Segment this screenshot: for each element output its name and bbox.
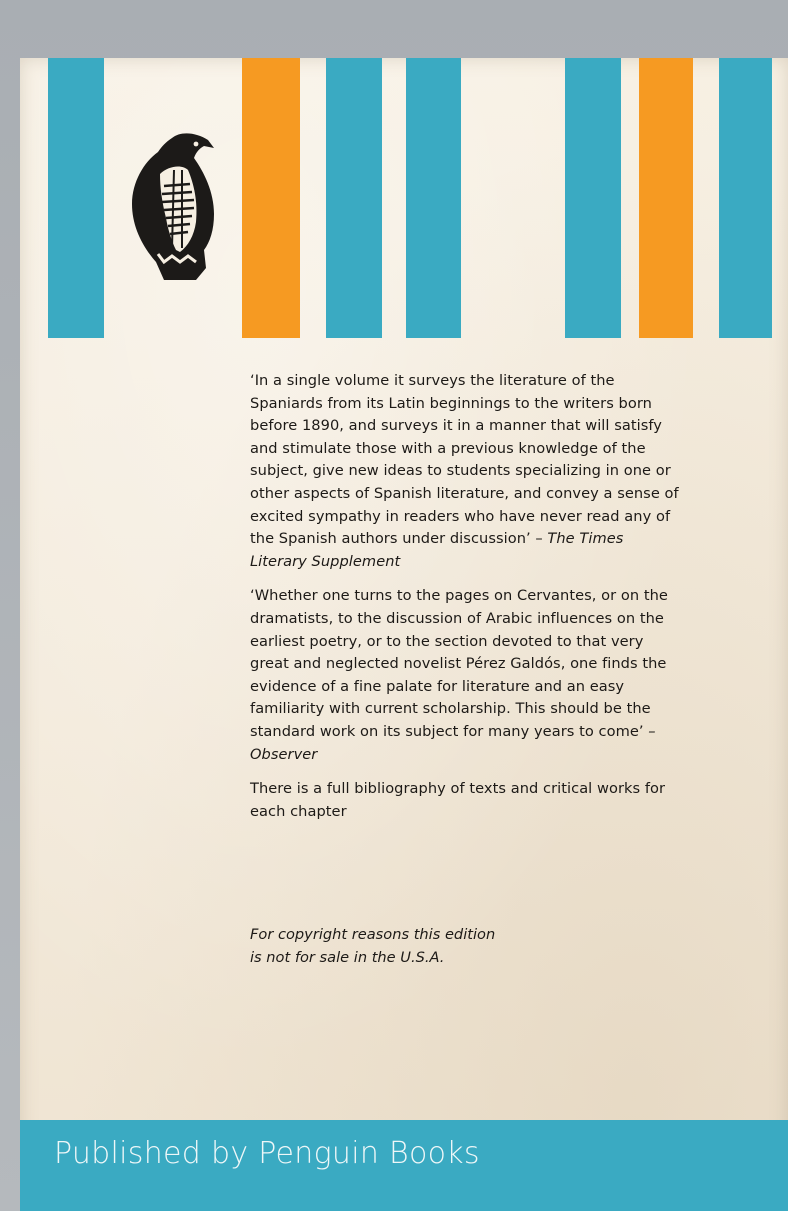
penguin-peregrine-falcon-icon bbox=[128, 130, 218, 282]
bibliography-note: There is a full bibliography of texts and critical works for each chapter bbox=[250, 780, 666, 820]
stripe-1 bbox=[48, 58, 104, 338]
review-times bbox=[250, 370, 680, 573]
review-times-text: ‘In a single volume it surveys the literature of the Spaniards from its Latin beginnings to the writers born before 1890, and surveys it in a manner that will satisfy and stimulate those with a previous knowledge of the subject, give new ideas to students specializing in one or other aspects of Spanish literature, and convey a sense of excited sympathy in readers who have never read any of the Spanish authors under discussion’ – bbox=[250, 372, 679, 548]
stripe-4 bbox=[406, 58, 461, 338]
copyright-notice-line-2: is not for sale in the U.S.A. bbox=[250, 948, 445, 966]
stripe-5 bbox=[565, 58, 621, 338]
stripe-2 bbox=[242, 58, 300, 338]
copyright-notice-line-1: For copyright reasons this edition bbox=[250, 926, 496, 943]
copyright-notice bbox=[250, 924, 680, 969]
stripe-3 bbox=[326, 58, 382, 338]
review-observer-text: ‘Whether one turns to the pages on Cervantes, or on the dramatists, to the discussion of Arabic influences on the earliest poetry, or to the section devoted to that very great and neglected novelist Pérez Galdós, one finds the evidence of a fine palate for literature and an easy familiarity with current scholarship. This should be the standard work on its subject for many years to come’ bbox=[250, 587, 668, 740]
publisher-band bbox=[20, 1120, 788, 1211]
stripe-6 bbox=[639, 58, 693, 338]
review-observer bbox=[250, 585, 680, 766]
review-times-source: The Times Literary Supplement bbox=[250, 530, 624, 570]
review-blurbs bbox=[250, 370, 680, 835]
publisher-text: Published by Penguin Books bbox=[54, 1136, 480, 1171]
book-back-cover bbox=[20, 58, 788, 1211]
stripe-7 bbox=[719, 58, 772, 338]
review-observer-source: – Observer bbox=[250, 722, 656, 763]
